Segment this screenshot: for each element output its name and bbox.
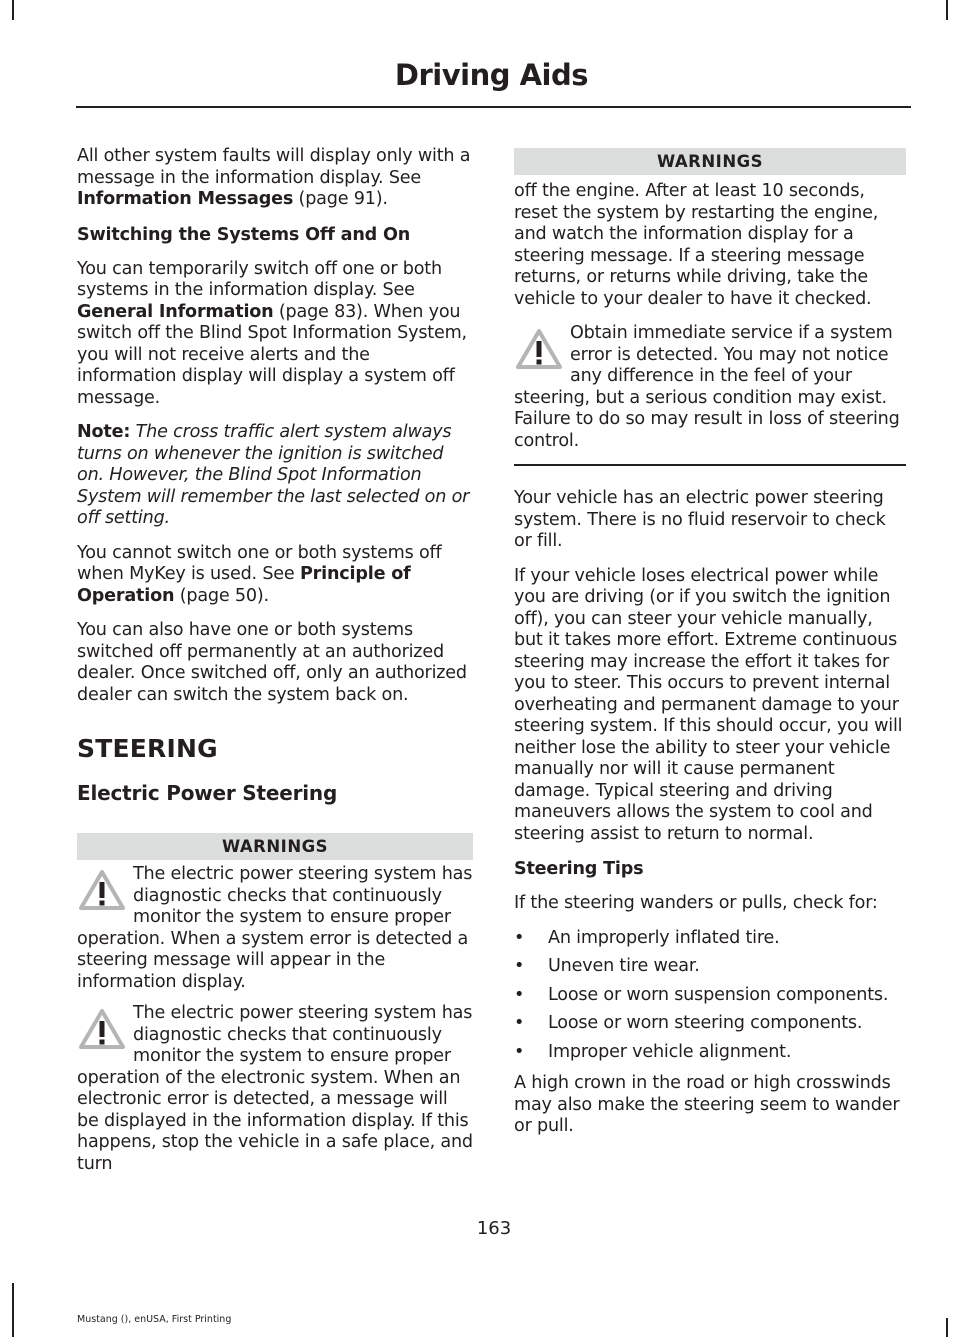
header-divider (76, 106, 911, 108)
paragraph-power-loss: If your vehicle loses electrical power while you are driving (or if you switch the ignition off), you can steer your vehicle manually, but it takes more effort. Extreme continuous steering may increase the effort it takes for you to steer. This occurs to prevent internal overheating and permanent damage to your steering system. If this should occur, you will neither lose the ability to steer your vehicle manually nor will it cause permanent damage. Typical steering and driving maneuvers allows the system to cool and steering assist to return to normal. (514, 565, 903, 844)
left-column (77, 146, 473, 1185)
footer-edition: Mustang (), enUSA, First Printing (77, 1314, 232, 1325)
crop-mark-bottom-right (946, 1318, 948, 1337)
paragraph-authorized-dealer: You can also have one or both systems switched off permanently at an authorized dealer. Once switched off, only an authorized dealer can switch the system back on. (77, 620, 467, 705)
warning-triangle-icon (77, 1007, 127, 1051)
list-item: • Loose or worn steering components. (514, 1013, 906, 1035)
warning-continued: off the engine. After at least 10 seconds, reset the system by restarting the engine, and watch the information display for a steering message. If a steering message returns, or returns while driving, take the vehicle to your dealer to have it checked. (514, 181, 879, 309)
link-information-messages[interactable]: Information Messages (77, 189, 294, 209)
page-header-title: Driving Aids (394, 58, 588, 92)
note-cross-traffic: Note: The cross traffic alert system always turns on whenever the ignition is switched on. However, the Blind Spot Information System will remember the last selected on or off setting. (77, 422, 470, 528)
paragraph-switch-off: You can temporarily switch off one or both systems in the information display. See General Information (page 83). When you switch off the Blind Spot Information System, you will not receive alerts and the information display will display a system off message. (77, 258, 467, 408)
heading-switching-systems: Switching the Systems Off and On (77, 224, 411, 245)
warning-triangle-icon (77, 868, 127, 912)
paragraph-mykey: You cannot switch one or both systems off when MyKey is used. See Principle of Operation (page 50). (77, 542, 442, 606)
warning-item: The electric power steering system has diagnostic checks that continuously monitor the system to ensure proper operation of the electronic system. When an electronic error is detected, a message will be displayed in the information display. If this happens, stop the vehicle in a safe place, and turn (77, 1003, 473, 1174)
steering-check-list (514, 928, 906, 1064)
subsection-title-eps: Electric Power Steering (77, 781, 338, 805)
warning-item: Obtain immediate service if a system error is detected. You may not notice any difference in the feel of your steering, but a serious condition may exist. Failure to do so may result in loss of steering control. (514, 323, 900, 451)
paragraph-crosswinds: A high crown in the road or high crosswinds may also make the steering seem to wander or pull. (514, 1073, 900, 1136)
page-number: 163 (476, 1218, 512, 1239)
warnings-end-rule (514, 464, 906, 466)
list-item: • An improperly inflated tire. (514, 928, 906, 950)
list-item: • Loose or worn suspension components. (514, 985, 906, 1007)
link-principle-of-operation[interactable]: Principle of Operation (77, 564, 411, 606)
warnings-banner: WARNINGS (514, 148, 906, 175)
link-general-information[interactable]: General Information (77, 301, 274, 322)
crop-mark-top-right (946, 0, 948, 20)
list-item: • Uneven tire wear. (514, 956, 906, 978)
warning-triangle-icon (514, 327, 564, 371)
paragraph-system-faults: All other system faults will display only with a message in the information display. See Information Messages (page 91). (77, 146, 471, 209)
paragraph-eps-intro: Your vehicle has an electric power steering system. There is no fluid reservoir to check or fill. (514, 488, 886, 551)
warnings-banner: WARNINGS (77, 833, 473, 860)
warning-item: The electric power steering system has diagnostic checks that continuously monitor the system to ensure proper operation. When a system error is detected a steering message will appear in the information display. (77, 864, 473, 992)
section-title-steering: STEERING (77, 734, 218, 763)
right-column (514, 148, 906, 1151)
crop-mark-bottom-left (12, 1283, 14, 1337)
heading-steering-tips: Steering Tips (514, 859, 644, 879)
list-item: • Improper vehicle alignment. (514, 1042, 906, 1064)
crop-mark-top-left (12, 0, 14, 20)
paragraph-check-for: If the steering wanders or pulls, check for: (514, 893, 878, 913)
